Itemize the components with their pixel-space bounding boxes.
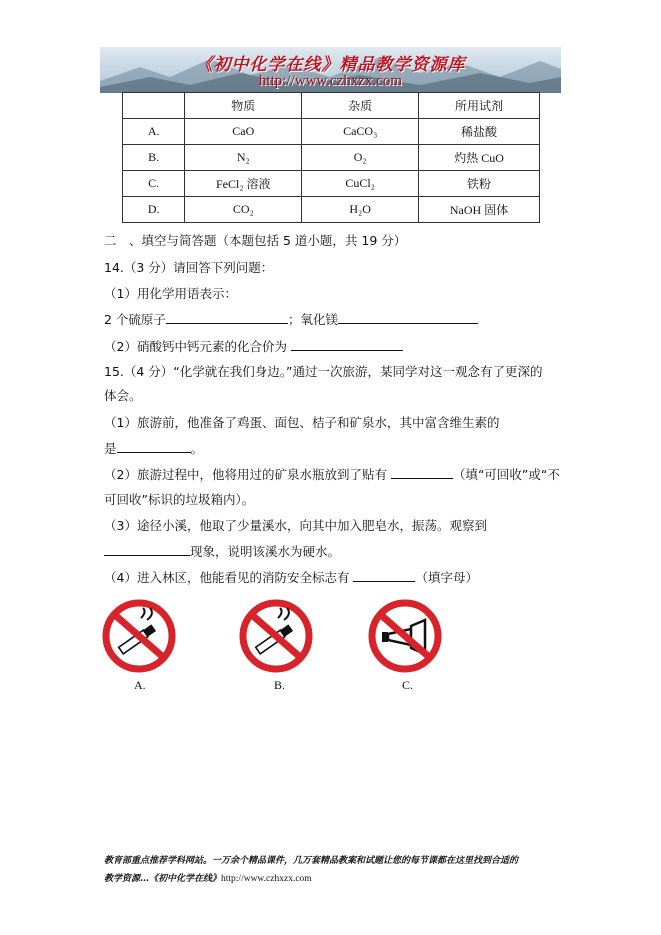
q15-p3-line2b: 现象，说明该溪水为硬水。 [190, 544, 341, 559]
q15-p3-line1: （3）途径小溪，他取了少量溪水，向其中加入肥皂水，振荡。观察到 [104, 518, 487, 533]
footer-link[interactable]: http://www.czhxzx.com [221, 874, 312, 884]
sign-label-a: A. [134, 678, 146, 692]
footer-text: 教学资源…《初中化学在线》 [104, 874, 222, 884]
option-cell: A. [123, 119, 185, 145]
option-cell: B. [123, 145, 185, 171]
impurity-cell: O₂ [302, 145, 419, 171]
q15-p2-line2: 可回收”标识的垃圾箱内）。 [104, 492, 255, 507]
q14-stem: 14.（3 分）请回答下列问题： [104, 260, 274, 275]
sign-label-b: B. [274, 678, 286, 692]
q14-part2: （2）硝酸钙中钙元素的化合价为 [104, 339, 287, 354]
answer-blank[interactable] [117, 440, 191, 453]
q15-stem-line1: 15.（4 分）“化学就在我们身边。”通过一次旅游，某同学对这一观念有了更深的 [104, 364, 543, 379]
impurity-cell: CaCO₃ [302, 119, 419, 145]
footer-line1: 教育部重点推荐学科网站。一万余个精品课件，几万套精品教案和试题让您的每节课都在这里找到合适的 [104, 856, 519, 866]
no-horn-icon [367, 598, 443, 674]
answer-blank[interactable] [353, 569, 415, 582]
q15-stem-line2: 体会。 [104, 388, 142, 403]
header-banner [100, 47, 561, 93]
substance-cell: CaO [185, 119, 302, 145]
q14-part1: （1）用化学用语表示： [104, 286, 237, 301]
reagent-cell: 灼热 CuO [419, 145, 540, 171]
q15-p1-line2b: 。 [190, 441, 204, 456]
reagent-cell: 稀盐酸 [419, 119, 540, 145]
q14-line2 [104, 337, 403, 355]
q15-p3-line2 [104, 542, 340, 560]
answer-blank[interactable] [104, 543, 190, 556]
q14-line1b: ；氧化镁 [287, 312, 338, 327]
table-header-row [123, 93, 540, 119]
impurity-cell: CuCl₂ [302, 171, 419, 197]
table-header: 物质 [185, 93, 302, 119]
banner-url: http://www.czhxzx.com [258, 73, 403, 89]
substance-cell: N₂ [185, 145, 302, 171]
options-table [122, 92, 540, 223]
q14-line1 [104, 310, 478, 328]
table-row [123, 145, 540, 171]
substance-cell: CO₂ [185, 197, 302, 223]
q15-p1-line2 [104, 439, 203, 457]
q15-p2-line1 [104, 465, 560, 483]
table-row [123, 197, 540, 223]
table-header: 所用试剂 [419, 93, 540, 119]
q15-p1-line1: （1）旅游前，他准备了鸡蛋、面包、桔子和矿泉水，其中富含维生素的 [104, 415, 500, 430]
answer-blank[interactable] [391, 466, 453, 479]
option-cell: D. [123, 197, 185, 223]
substance-cell: FeCl₂ 溶液 [185, 171, 302, 197]
no-smoking-icon [238, 598, 314, 674]
table-row [123, 119, 540, 145]
q15-p4b: （填字母） [415, 570, 478, 585]
section-heading: 二 、填空与简答题（本题包括 5 道小题，共 19 分） [104, 233, 407, 248]
no-smoking-icon [101, 598, 177, 674]
q15-p4 [104, 568, 478, 586]
sign-label-c: C. [402, 678, 414, 692]
answer-blank[interactable] [166, 311, 288, 324]
q15-p2-line1b: （填“可回收”或“不 [452, 467, 560, 482]
banner-title: 《初中化学在线》精品教学资源库 [195, 55, 466, 75]
q14-line1a: 2 个硫原子 [104, 312, 166, 327]
answer-blank[interactable] [291, 338, 403, 351]
reagent-cell: NaOH 固体 [419, 197, 540, 223]
q15-p2-line1a: （2）旅游过程中，他将用过的矿泉水瓶放到了贴有 [104, 467, 387, 482]
reagent-cell: 铁粉 [419, 171, 540, 197]
answer-blank[interactable] [338, 311, 478, 324]
table-row [123, 171, 540, 197]
table-header: 杂质 [302, 93, 419, 119]
q15-p4a: （4）进入林区，他能看见的消防安全标志有 [104, 570, 350, 585]
impurity-cell: H₂O [302, 197, 419, 223]
q15-p1-line2a: 是 [104, 441, 117, 456]
table-header [123, 93, 185, 119]
option-cell: C. [123, 171, 185, 197]
footer-line2 [104, 871, 564, 884]
